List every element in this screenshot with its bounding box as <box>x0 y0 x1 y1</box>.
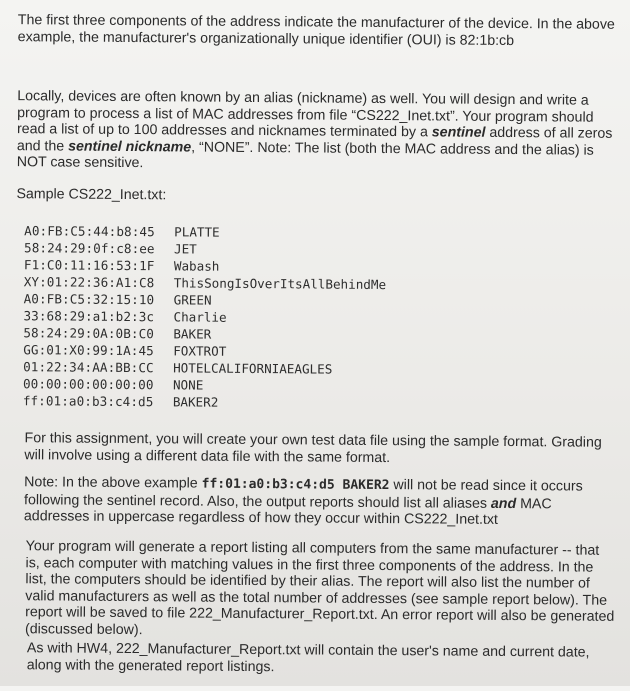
mac-address: GG:01:X0:99:1A:45 <box>23 342 154 359</box>
paragraph-hw4: As with HW4, 222_Manufacturer_Report.txt will contain the user's name and current date, along with the generated report listings. <box>26 640 590 675</box>
note-and-emphasis: and <box>490 495 517 512</box>
alias-nickname: FOXTROT <box>173 343 227 359</box>
sample-heading: Sample CS222_Inet.txt: <box>16 186 167 204</box>
alias-nickname: NONE <box>172 377 204 393</box>
mac-address: XY:01:22:36:A1:C8 <box>23 274 155 291</box>
alias-nickname: Charlie <box>173 309 227 325</box>
paragraph-report: Your program will generate a report listing all computers from the same manufacturer -- that is, each computer with matching values in the first three components of the address. In the list, the computers should be identified by their alias. The report will also list the number of valid manufacturers as well as the total number of addresses (see sample report below). The report will be saved to file 222_Manufacturer_Report.txt. An error report will also be generated (discussed below). <box>25 538 615 638</box>
mac-address: F1:C0:11:16:53:1F <box>23 257 155 274</box>
alias-nickname: ThisSongIsOverItsAllBehindMe <box>173 275 387 293</box>
paragraph-test-data: For this assignment, you will create your own test data file using the sample format. Grading will involve using a different data file with the same format. <box>24 430 602 466</box>
paragraph-note <box>24 474 614 529</box>
alias-nickname: Wabash <box>173 258 220 274</box>
mac-address: ff:01:a0:b3:c4:d5 <box>22 393 154 410</box>
local-text-2: address of all zeros and the <box>16 124 613 155</box>
note-text-1: Note: In the above example <box>24 474 202 492</box>
mac-address: A0:FB:C5:32:15:10 <box>23 291 155 308</box>
mac-address: 58:24:29:0f:c8:ee <box>23 240 155 257</box>
alias-nickname: PLATTE <box>174 224 220 240</box>
alias-nickname: JET <box>173 241 197 257</box>
mac-address: 33:68:29:a1:b2:3c <box>23 308 155 325</box>
alias-nickname: BAKER <box>173 326 212 342</box>
alias-nickname: HOTELCALIFORNIAEAGLES <box>173 360 333 377</box>
note-text-2: will not be read since it occurs following the sentinel record. Also, the output reports should list all aliases <box>24 477 583 512</box>
mac-address: A0:FB:C5:44:b8:45 <box>24 223 155 240</box>
alias-nickname: BAKER2 <box>172 394 219 410</box>
note-code-record: ff:01:a0:b3:c4:d5 BAKER2 <box>201 476 390 494</box>
mac-address: 00:00:00:00:00:00 <box>22 376 154 393</box>
sample-file-listing <box>23 222 544 413</box>
mac-address: 58:24:29:0A:0B:C0 <box>23 325 155 342</box>
local-text-3: , “NONE”. Note: The list (both the MAC address and the alias) is NOT case sensitive. <box>16 139 594 172</box>
local-text-1: Locally, devices are often known by an alias (nickname) as well. You will design and write a program to process a list of MAC addresses from file “CS222_Inet.txt”. Your program should read a list of up to 100 addresses and nicknames terminated by a <box>16 88 594 141</box>
sentinel-nickname-emphasis: sentinel nickname <box>68 138 192 156</box>
paragraph-oui: The first three components of the address indicate the manufacturer of the device. In the above example, the manufacturer's organizationally unique identifier (OUI) is 82:1b:cb <box>17 12 615 49</box>
mac-address: 01:22:34:AA:BB:CC <box>23 359 154 376</box>
alias-nickname: GREEN <box>173 292 212 308</box>
sentinel-emphasis: sentinel <box>431 124 486 141</box>
note-text-3: MAC addresses in uppercase regardless of how they occur within CS222_Inet.txt <box>23 495 552 528</box>
paragraph-local-devices <box>17 88 624 175</box>
sample-row <box>23 392 543 413</box>
